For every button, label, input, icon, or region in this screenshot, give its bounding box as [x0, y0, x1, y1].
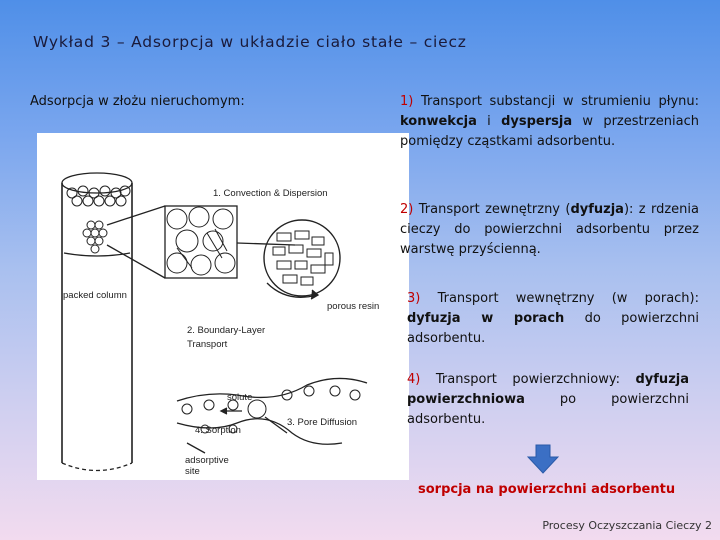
point-2: 2) Transport zewnętrzny (dyfuzja): z rdzenia cieczy do powierzchni adsorbentu przez warstwę przyścienną. [400, 202, 699, 257]
label-convection: 1. Convection & Dispersion [213, 188, 328, 199]
label-packed-column: packed column [63, 290, 127, 301]
label-solute: solute [227, 392, 253, 403]
label-porous-resin: porous resin [327, 301, 380, 312]
footer-text: Procesy Oczyszczania Cieczy 2 [542, 519, 712, 532]
label-site: site [185, 466, 200, 477]
slide-subtitle: Adsorpcja w złożu nieruchomym: [30, 94, 245, 109]
label-transport: Transport [187, 339, 228, 350]
label-pore-diffusion: 3. Pore Diffusion [287, 417, 358, 428]
conclusion-text: sorpcja na powierzchni adsorbentu [418, 482, 676, 497]
slide-title: Wykład 3 – Adsorpcja w układzie ciało stałe – ciecz [33, 33, 467, 51]
adsorption-diagram [37, 133, 409, 480]
label-adsorptive: adsorptive [185, 455, 229, 466]
point-3: 3) Transport wewnętrzny (w porach): dyfuzja w porach do powierzchni adsorbentu. [407, 291, 700, 346]
point-1: 1) Transport substancji w strumieniu płynu: konwekcja i dyspersja w przestrzeniach pomiędzy cząstkami adsorbentu. [400, 94, 699, 149]
down-arrow-icon [527, 444, 559, 474]
diagram-drawing [37, 133, 409, 480]
label-sorption: 4. Sorption [195, 425, 241, 436]
label-boundary-layer: 2. Boundary-Layer [187, 325, 266, 336]
point-4: 4) Transport powierzchniowy: dyfuzja powierzchniowa po powierzchni adsorbentu. [407, 372, 689, 427]
